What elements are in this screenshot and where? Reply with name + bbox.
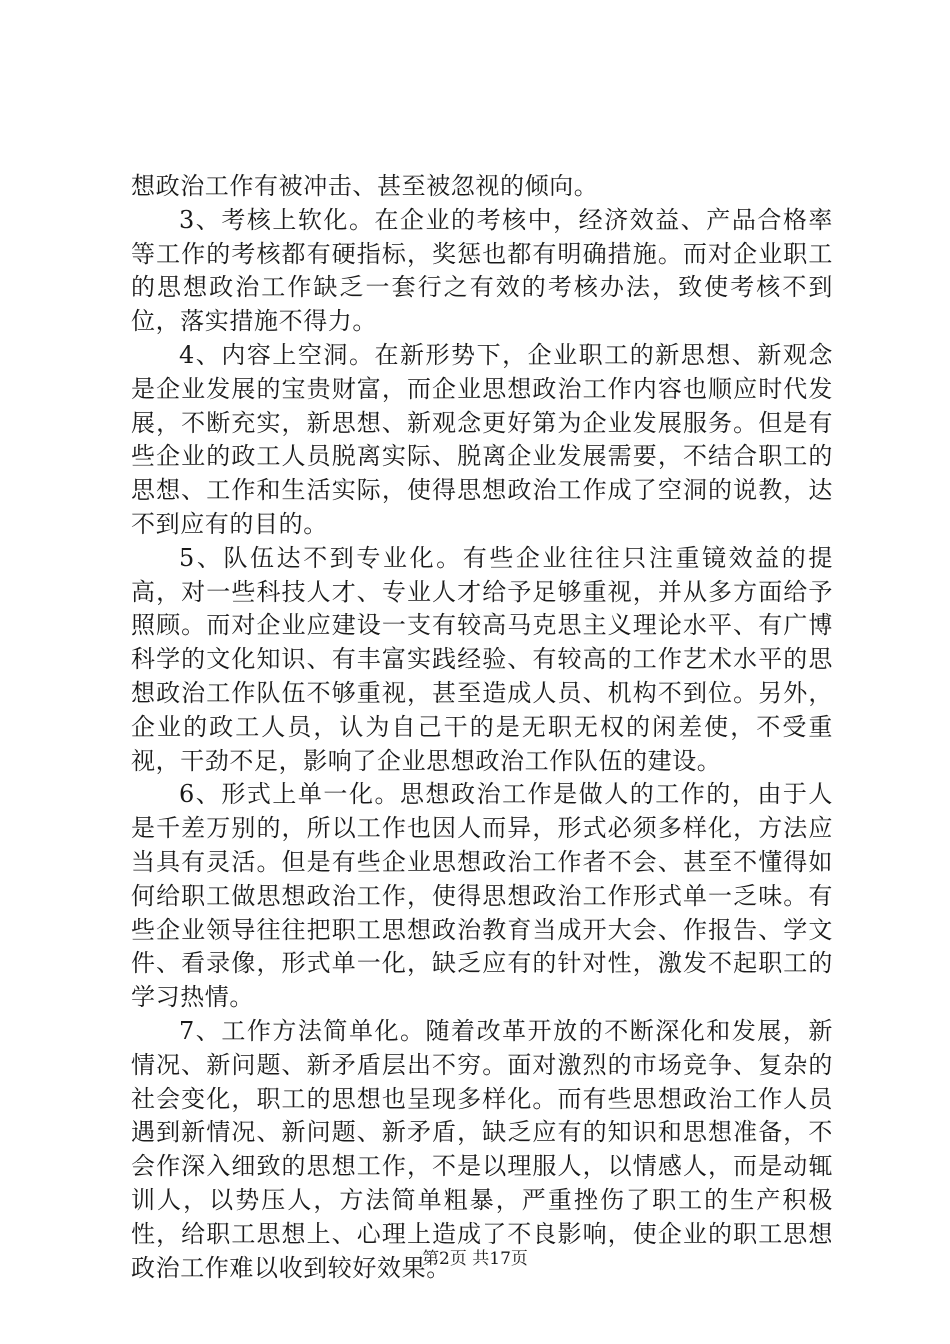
paragraph-continuation: 想政治工作有被冲击、甚至被忽视的倾向。 bbox=[131, 172, 599, 200]
paragraph-content-emptiness: 4、内容上空洞。在新形势下，企业职工的新思想、新观念是企业发展的宝贵财富，而企业思想政治工作内容也顺应时代发展，不断充实，新思想、新观念更好第为企业发展服务。但是有些企业的政工人员脱离实际、脱离企业发展需要，不结合职工的思想、工作和生活实际，使得思想政治工作成了空洞的说教，达不到应有的目的。 bbox=[131, 340, 833, 538]
document-body bbox=[131, 170, 833, 1285]
paragraph-form-singularity: 6、形式上单一化。思想政治工作是做人的工作的，由于人是千差万别的，所以工作也因人而异，形式必须多样化，方法应当具有灵活。但是有些企业思想政治工作者不会、甚至不懂得如何给职工做思想政治工作，使得思想政治工作形式单一乏味。有些企业领导往往把职工思想政治教育当成开大会、作报告、学文件、看录像，形式单一化，缺乏应有的针对性，激发不起职工的学习热情。 bbox=[131, 780, 833, 1012]
paragraph-method-simplification: 7、工作方法简单化。随着改革开放的不断深化和发展，新情况、新问题、新矛盾层出不穷。面对激烈的市场竞争、复杂的社会变化，职工的思想也呈现多样化。而有些思想政治工作人员遇到新情况、新问题、新矛盾，缺乏应有的知识和思想准备，不会作深入细致的思想工作，不是以理服人，以情感人，而是动辄训人，以势压人，方法简单粗暴，严重挫伤了职工的生产积极性，给职工思想上、心理上造成了不良影响，使企业的职工思想政治工作难以收到较好效果。 bbox=[131, 1016, 833, 1282]
paragraph-team-professionalism: 5、队伍达不到专业化。有些企业往往只注重镜效益的提高，对一些科技人才、专业人才给予足够重视，并从多方面给予照顾。而对企业应建设一支有较高马克思主义理论水平、有广博科学的文化知识、有丰富实践经验、有较高的工作艺术水平的思想政治工作队伍不够重视，甚至造成人员、机构不到位。另外，企业的政工人员，认为自己干的是无职无权的闲差使，不受重视，干劲不足，影响了企业思想政治工作队伍的建设。 bbox=[131, 543, 833, 775]
page-number-footer: 第2页 共17页 bbox=[422, 1249, 528, 1269]
paragraph-assessment-softening: 3、考核上软化。在企业的考核中，经济效益、产品合格率等工作的考核都有硬指标，奖惩也都有明确措施。而对企业职工的思想政治工作缺乏一套行之有效的考核办法，致使考核不到位，落实措施不得力。 bbox=[131, 205, 833, 336]
